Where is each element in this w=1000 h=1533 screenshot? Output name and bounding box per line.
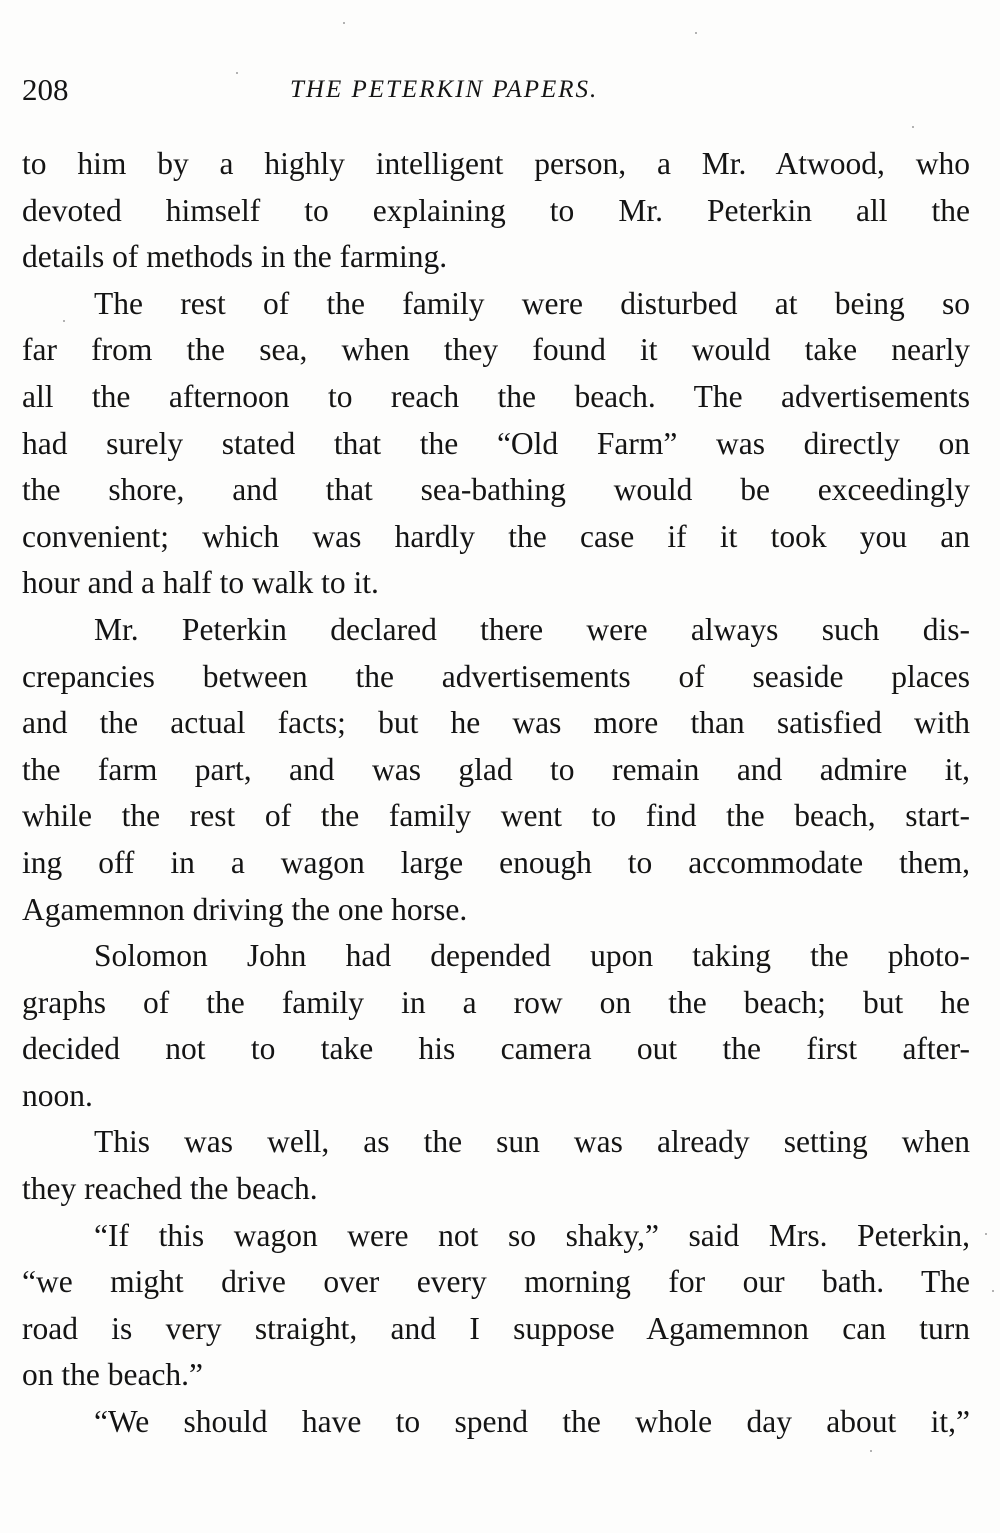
text-line: details of methods in the farming. <box>22 239 448 275</box>
text-line: far from the sea, when they found it would take nearly <box>22 332 970 368</box>
text-line: to him by a highly intelligent person, a Mr. Atwood, who <box>22 146 970 181</box>
page-number: 208 <box>22 72 69 107</box>
print-speck <box>63 320 65 322</box>
text-line: ing off in a wagon large enough to accommodate them, <box>22 844 970 880</box>
text-line: This was well, as the sun was already setting when <box>94 1124 970 1160</box>
text-line: crepancies between the advertisements of seaside places <box>22 658 970 694</box>
text-line: the farm part, and was glad to remain and admire it, <box>22 751 970 787</box>
print-speck <box>912 126 914 128</box>
body-text <box>22 141 970 1446</box>
text-line: the shore, and that sea-bathing would be exceedingly <box>22 472 970 508</box>
text-line: The rest of the family were disturbed at being so <box>94 285 970 321</box>
text-line: Solomon John had depended upon taking the photo- <box>94 938 970 974</box>
text-line: hour and a half to walk to it. <box>22 565 379 601</box>
text-line: graphs of the family in a row on the beach; but he <box>22 984 970 1020</box>
print-speck <box>695 32 697 34</box>
text-line: Agamemnon driving the one horse. <box>22 891 468 927</box>
text-line: on the beach.” <box>22 1357 204 1393</box>
text-line: noon. <box>22 1077 93 1113</box>
running-title: THE PETERKIN PAPERS. <box>290 76 599 103</box>
text-line: and the actual facts; but he was more than satisfied with <box>22 705 970 741</box>
text-line: all the afternoon to reach the beach. The advertisements <box>22 378 970 414</box>
text-line: “If this wagon were not so shaky,” said Mrs. Peterkin, <box>94 1217 970 1253</box>
text-line: “We should have to spend the whole day about it,” <box>94 1404 970 1440</box>
text-line: decided not to take his camera out the first after- <box>22 1031 970 1067</box>
print-speck <box>343 22 345 24</box>
text-line: convenient; which was hardly the case if it took you an <box>22 518 970 554</box>
text-line: road is very straight, and I suppose Agamemnon can turn <box>22 1310 970 1346</box>
text-line: “we might drive over every morning for our bath. The <box>22 1264 970 1300</box>
text-line: they reached the beach. <box>22 1171 318 1207</box>
print-speck <box>870 1450 872 1452</box>
print-speck <box>236 72 238 74</box>
text-line: had surely stated that the “Old Farm” was directly on <box>22 425 970 461</box>
text-line: devoted himself to explaining to Mr. Peterkin all the <box>22 192 970 228</box>
print-speck <box>985 1233 987 1235</box>
print-speck <box>992 1290 994 1292</box>
text-line: while the rest of the family went to find the beach, start- <box>22 798 970 834</box>
page-header <box>22 70 982 110</box>
text-line: Mr. Peterkin declared there were always such dis- <box>94 611 970 647</box>
